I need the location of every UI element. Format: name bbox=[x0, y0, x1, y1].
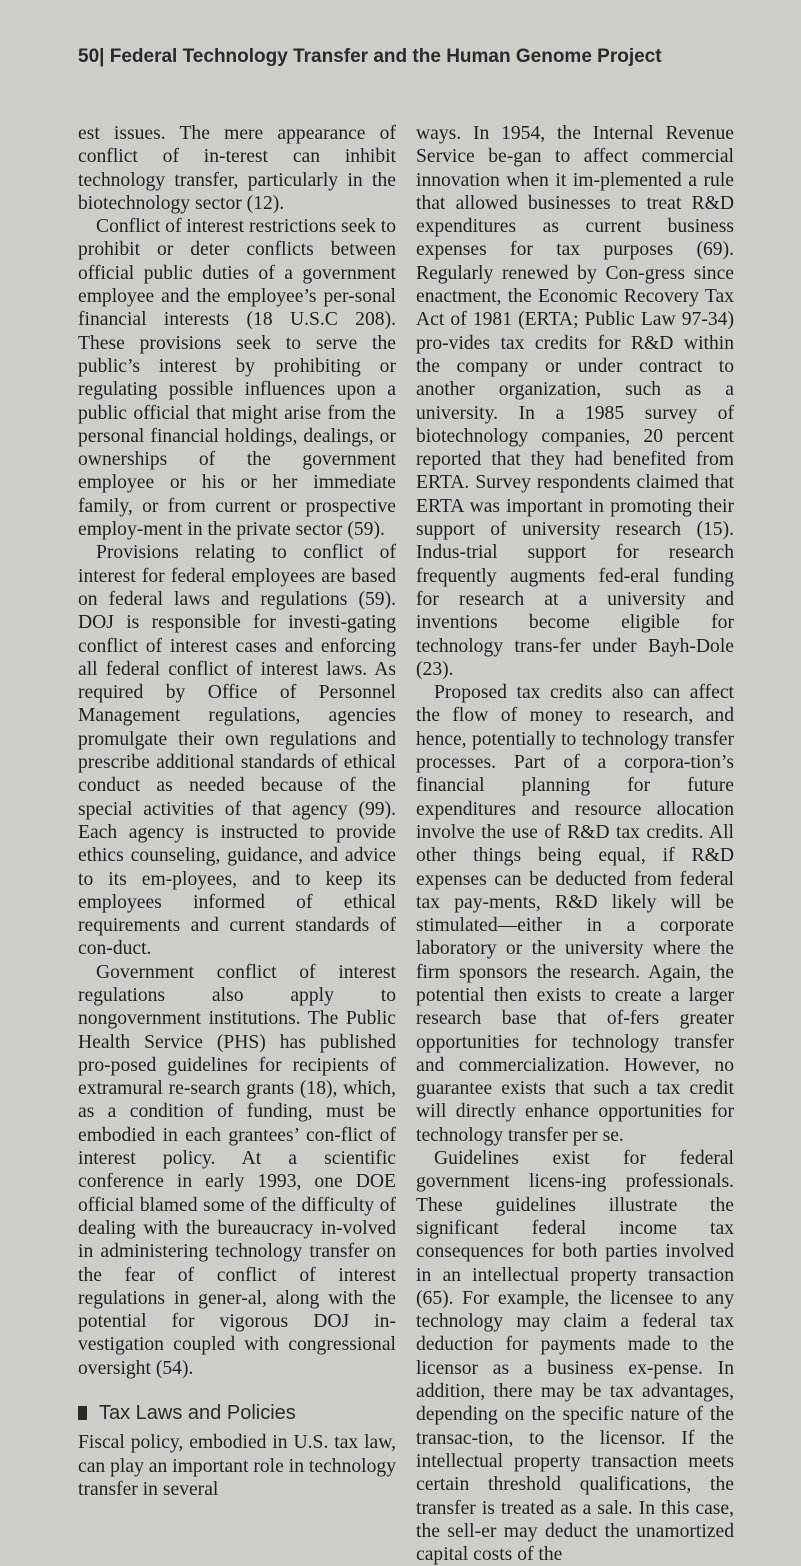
section-heading-text: Tax Laws and Policies bbox=[99, 1402, 296, 1425]
paragraph: Conflict of interest restrictions seek to prohibit or deter conflicts between official public duties of a government employee and the employee’s per-sonal financial interests (18 U.S.C 208). These provisions seek to serve the public’s interest by prohibiting or regulating possible influences upon a public official that might arise from the personal financial holdings, dealings, or ownerships of the government employee or his or her immediate family, or from current or prospective employ-ment in the private sector (59). bbox=[78, 216, 396, 541]
paragraph: Provisions relating to conflict of interest for federal employees are based on federal laws and regulations (59). DOJ is responsible for investi-gating conflict of interest cases and enforcing all federal conflict of interest laws. As required by Office of Personnel Management regulations, agencies promulgate their own regulations and prescribe additional standards of ethical conduct as needed because of the special activities of that agency (99). Each agency is instructed to provide ethics counseling, guidance, and advice to its em-ployees, and to keep its employees informed of ethical requirements and current standards of con-duct. bbox=[78, 542, 396, 960]
paragraph: ways. In 1954, the Internal Revenue Service be-gan to affect commercial innovation when it im-plemented a rule that allowed businesses to treat R&D expenditures as current business expenses for tax purposes (69). Regularly renewed by Con-gress since enactment, the Economic Recovery Tax Act of 1981 (ERTA; Public Law 97-34) pro-vides tax credits for R&D within the company or under contract to another organization, such as a university. In a 1985 survey of biotechnology companies, 20 percent reported that they had benefited from ERTA. Survey respondents claimed that ERTA was important in promoting their support of university research (15). Indus-trial support for research frequently augments fed-eral funding for research at a university and inventions become eligible for technology trans-fer under Bayh-Dole (23). bbox=[416, 123, 734, 680]
running-header bbox=[78, 46, 758, 68]
paragraph: Guidelines exist for federal government licens-ing professionals. These guidelines illustrate the significant federal income tax consequences for both parties involved in an intellectual property transaction (65). For example, the licensee to any technology may claim a federal tax deduction for payments made to the licensor as a business ex-pense. In addition, there may be tax advantages, depending on the specific nature of the transac-tion, to the licensor. If the intellectual property transaction meets certain threshold qualifications, the transfer is treated as a sale. In this case, the sell-er may deduct the unamortized capital costs of the bbox=[416, 1148, 734, 1566]
right-column bbox=[416, 122, 734, 1566]
section-heading bbox=[78, 1402, 396, 1425]
paragraph: Proposed tax credits also can affect the flow of money to research, and hence, potentially to technology transfer processes. Part of a corpora-tion’s financial planning for future expenditures and resource allocation involve the use of R&D tax credits. All other things being equal, if R&D expenses can be deducted from federal tax pay-ments, R&D likely will be stimulated—either in a corporate laboratory or the university where the firm sponsors the research. Again, the potential then exists to create a larger research base that of-fers greater opportunities for technology transfer and commercialization. However, no guarantee exists that such a tax credit will directly enhance opportunities for technology transfer per se. bbox=[416, 682, 734, 1146]
square-bullet-icon bbox=[78, 1406, 87, 1420]
left-column bbox=[78, 122, 396, 1501]
header-separator: | bbox=[99, 46, 105, 67]
page-number: 50 bbox=[78, 46, 100, 67]
paragraph: Government conflict of interest regulations also apply to nongovernment institutions. The Public Health Service (PHS) has published pro-posed guidelines for recipients of extramural re-search grants (18), which, as a condition of funding, must be embodied in each grantees’ con-flict of interest policy. At a scientific conference in early 1993, one DOE official blamed some of the difficulty of dealing with the bureaucracy in-volved in administering technology transfer on the fear of conflict of interest regulations in gener-al, along with the potential for vigorous DOJ in-vestigation coupled with congressional oversight (54). bbox=[78, 961, 396, 1379]
paragraph: est issues. The mere appearance of conflict of in-terest can inhibit technology transfer, particularly in the biotechnology sector (12). bbox=[78, 123, 396, 214]
paragraph: Fiscal policy, embodied in U.S. tax law, can play an important role in technology transfer in several bbox=[78, 1432, 396, 1500]
publication-title: Federal Technology Transfer and the Human Genome Project bbox=[109, 46, 662, 67]
